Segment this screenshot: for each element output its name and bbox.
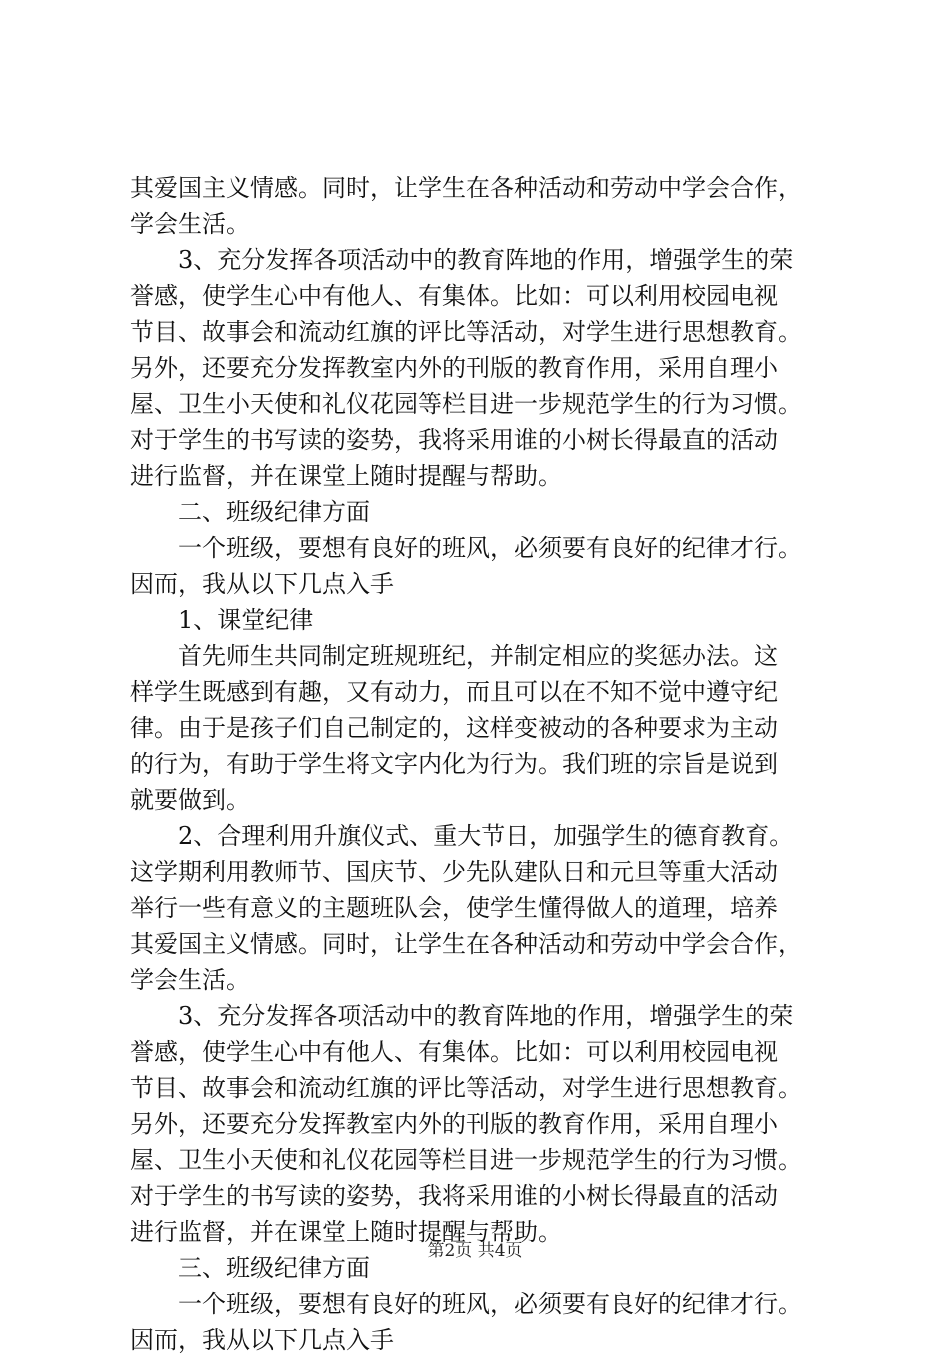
text-line: 的行为，有助于学生将文字内化为行为。我们班的宗旨是说到 [130, 750, 778, 778]
text-line: 誉感，使学生心中有他人、有集体。比如：可以利用校园电视 [130, 1038, 778, 1066]
text-line: 因而，我从以下几点入手 [130, 1326, 394, 1354]
text-line: 样学生既感到有趣，又有动力，而且可以在不知不觉中遵守纪 [130, 678, 778, 706]
text-line: 律。由于是孩子们自己制定的，这样变被动的各种要求为主动 [130, 714, 778, 742]
text-line: 对于学生的书写读的姿势，我将采用谁的小树长得最直的活动 [130, 426, 778, 454]
text-line: 2、合理利用升旗仪式、重大节日，加强学生的德育教育。 [178, 822, 794, 850]
text-line: 节目、故事会和流动红旗的评比等活动，对学生进行思想教育。 [130, 1074, 802, 1102]
page-footer: 第2页 共4页 [427, 1241, 523, 1261]
text-line: 3、充分发挥各项活动中的教育阵地的作用，增强学生的荣 [178, 1002, 794, 1030]
text-line: 因而，我从以下几点入手 [130, 570, 394, 598]
text-line: 就要做到。 [130, 786, 250, 814]
text-line: 进行监督，并在课堂上随时提醒与帮助。 [130, 1218, 562, 1246]
text-line: 二、班级纪律方面 [178, 498, 370, 526]
text-line: 其爱国主义情感。同时，让学生在各种活动和劳动中学会合作， [130, 930, 802, 958]
text-line: 对于学生的书写读的姿势，我将采用谁的小树长得最直的活动 [130, 1182, 778, 1210]
text-line: 节目、故事会和流动红旗的评比等活动，对学生进行思想教育。 [130, 318, 802, 346]
text-line: 学会生活。 [130, 966, 250, 994]
body-text [130, 170, 850, 1358]
text-line: 一个班级，要想有良好的班风，必须要有良好的纪律才行。 [178, 534, 802, 562]
text-line: 三、班级纪律方面 [178, 1254, 370, 1282]
text-line: 1、课堂纪律 [178, 606, 314, 634]
text-line: 其爱国主义情感。同时，让学生在各种活动和劳动中学会合作， [130, 174, 802, 202]
text-line: 一个班级，要想有良好的班风，必须要有良好的纪律才行。 [178, 1290, 802, 1318]
text-line: 另外，还要充分发挥教室内外的刊版的教育作用，采用自理小 [130, 1110, 778, 1138]
text-line: 这学期利用教师节、国庆节、少先队建队日和元旦等重大活动 [130, 858, 778, 886]
text-line: 举行一些有意义的主题班队会，使学生懂得做人的道理，培养 [130, 894, 778, 922]
text-line: 进行监督，并在课堂上随时提醒与帮助。 [130, 462, 562, 490]
text-line: 学会生活。 [130, 210, 250, 238]
text-line: 屋、卫生小天使和礼仪花园等栏目进一步规范学生的行为习惯。 [130, 390, 802, 418]
text-line: 首先师生共同制定班规班纪，并制定相应的奖惩办法。这 [178, 642, 778, 670]
text-line: 屋、卫生小天使和礼仪花园等栏目进一步规范学生的行为习惯。 [130, 1146, 802, 1174]
text-line: 3、充分发挥各项活动中的教育阵地的作用，增强学生的荣 [178, 246, 794, 274]
text-line: 另外，还要充分发挥教室内外的刊版的教育作用，采用自理小 [130, 354, 778, 382]
text-line: 誉感，使学生心中有他人、有集体。比如：可以利用校园电视 [130, 282, 778, 310]
